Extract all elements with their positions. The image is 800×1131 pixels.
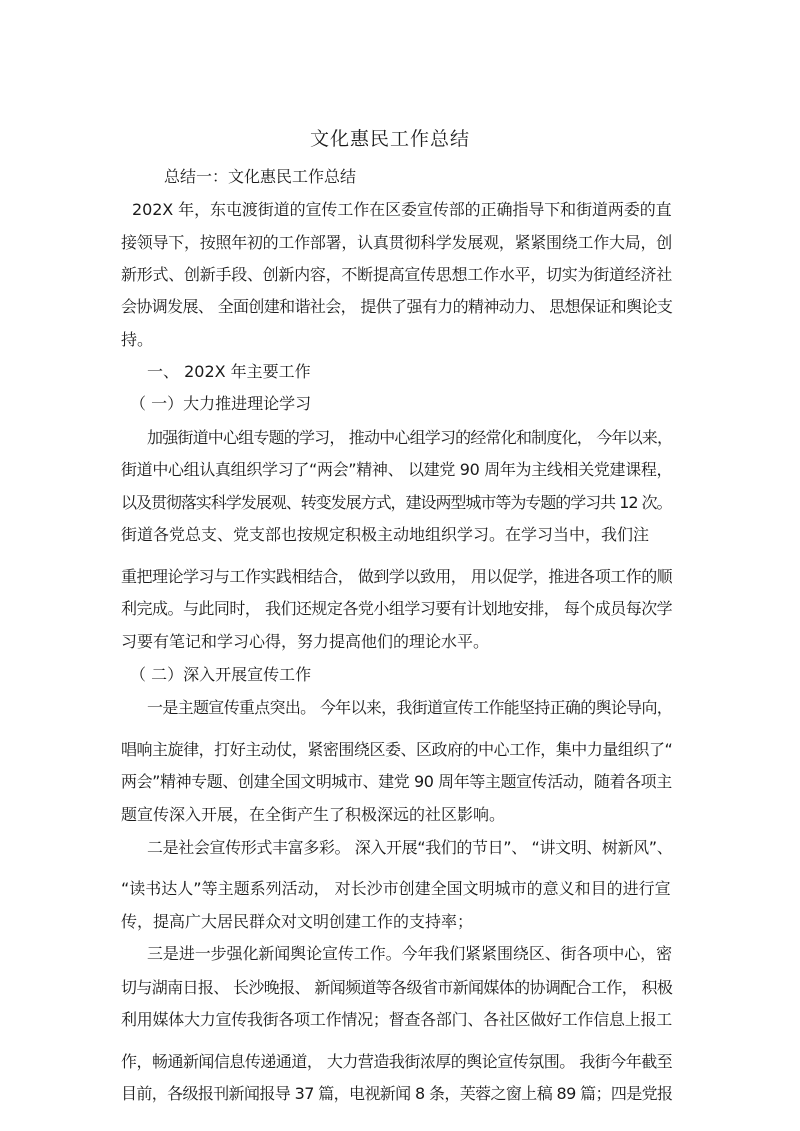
paragraph-line: 传，提高广大居民群众对文明创建工作的支持率； (121, 912, 474, 931)
paragraph-line: 加强街道中心组专题的学习， 推动中心组学习的经常化和制度化， 今年以来， (147, 428, 673, 447)
paragraph-line: 题宣传深入开展，在全街产生了积极深远的社区影响。 (121, 805, 506, 824)
paragraph-line: 新形式、创新手段、创新内容，不断提高宣传思想工作水平，切实为街道经济社 (121, 265, 673, 284)
paragraph-line: 持。 (121, 330, 154, 349)
paragraph-line: 接领导下，按照年初的工作部署，认真贯彻科学发展观，紧紧围绕工作大局，创 (121, 233, 673, 252)
paragraph-line: 作，畅通新闻信息传递通道， 大力营造我街浓厚的舆论宣传氛围。 我街今年截至 (121, 1052, 673, 1071)
paragraph-line: 202X 年，东屯渡街道的宣传工作在区委宣传部的正确指导下和街道两委的直 (132, 200, 672, 219)
subsection-heading: （ 二）深入开展宣传工作 (130, 665, 312, 684)
paragraph-line: 二是社会宣传形式丰富多彩。 深入开展“我们的节日”、 “讲文明、树新风”、 (147, 838, 673, 857)
paragraph-line: 习要有笔记和学习心得，努力提高他们的理论水平。 (121, 632, 490, 651)
paragraph-line: 重把理论学习与工作实践相结合， 做到学以致用， 用以促学，推进各项工作的顺 (121, 567, 673, 586)
paragraph-line: 街道中心组认真组织学习了“两会”精神、 以建党 90 周年为主线相关党建课程， (121, 460, 673, 479)
paragraph-line: 三是进一步强化新闻舆论宣传工作。今年我们紧紧围绕区、街各项中心，密 (147, 944, 673, 963)
paragraph-line: 利用媒体大力宣传我街各项工作情况；督查各部门、各社区做好工作信息上报工 (121, 1010, 673, 1029)
paragraph-line: 街道各党总支、党支部也按规定积极主动地组织学习。在学习当中，我们注 (121, 525, 650, 544)
paragraph-line: 一是主题宣传重点突出。 今年以来，我街道宣传工作能坚持正确的舆论导向， (147, 698, 673, 717)
paragraph-line: 目前，各级报刊新闻报导 37 篇，电视新闻 8 条，芙蓉之窗上稿 89 篇；四是党报 (121, 1084, 673, 1103)
subsection-heading: （ 一）大力推进理论学习 (130, 394, 312, 413)
paragraph-line: 以及贯彻落实科学发展观、转变发展方式，建设两型城市等为专题的学习共 12 次。 (121, 493, 672, 512)
paragraph-line: 切与湖南日报、 长沙晚报、 新闻频道等各级省市新闻媒体的协调配合工作， 积极 (121, 978, 673, 997)
subtitle-line: 总结一：文化惠民工作总结 (164, 167, 357, 186)
paragraph-line: 两会”精神专题、创建全国文明城市、建党 90 周年等主题宣传活动，随着各项主 (121, 772, 672, 791)
paragraph-line: 唱响主旋律，打好主动仗，紧密围绕区委、区政府的中心工作，集中力量组织了“ (121, 740, 673, 759)
paragraph-line: 利完成。与此同时， 我们还规定各党小组学习要有计划地安排， 每个成员每次学 (121, 599, 673, 618)
paragraph-line: 会协调发展、 全面创建和谐社会， 提供了强有力的精神动力、 思想保证和舆论支 (121, 297, 673, 316)
paragraph-line: “读书达人”等主题系列活动， 对长沙市创建全国文明城市的意义和目的进行宣 (121, 879, 671, 898)
document-title: 文化惠民工作总结 (309, 128, 470, 150)
section-heading: 一、 202X 年主要工作 (147, 362, 311, 381)
